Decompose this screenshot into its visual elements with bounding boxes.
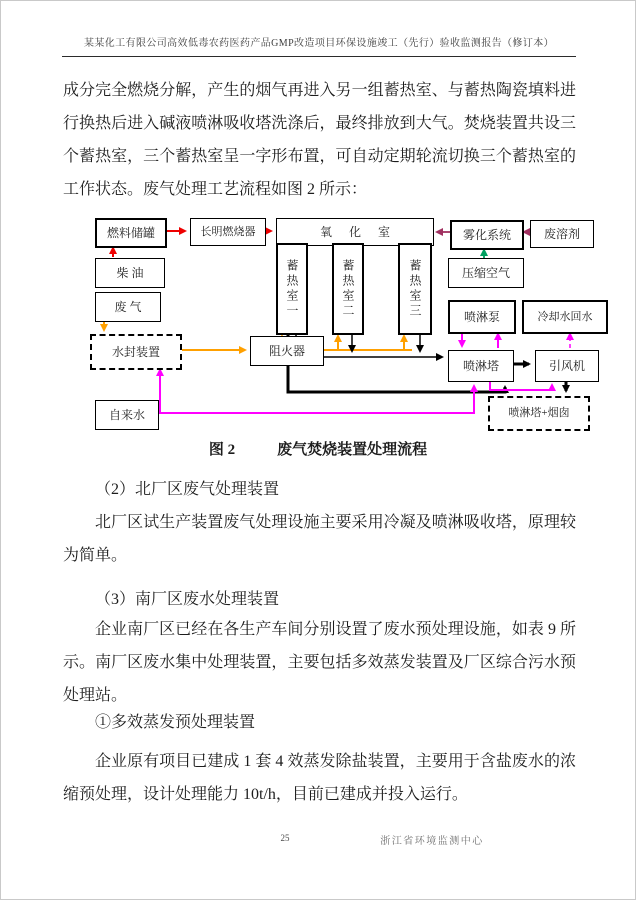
- footer-organization: 浙江省环境监测中心: [380, 836, 484, 847]
- node-oxidation-chamber: [276, 218, 434, 246]
- paragraph-rto-process: 成分完全燃烧分解，产生的烟气再进入另一组蓄热室、与蓄热陶瓷填料进行换热后进入碱液喷淋吸收塔洗涤后，最终排放到大气。焚烧装置共设三个蓄热室，三个蓄热室呈一字形布置，可自动定期轮流切换三个蓄热室的工作状态。废气处理工艺流程如图 2 所示：: [63, 82, 576, 198]
- node-label: 燃料储罐: [106, 226, 155, 240]
- node-tap-water: [95, 400, 159, 430]
- node-atomization-system: [450, 220, 524, 250]
- report-header-title: 某某化工有限公司高效低毒农药医药产品GMP改造项目环保设施竣工（先行）验收监测报告（修订本）: [62, 34, 576, 57]
- node-water-seal: [90, 334, 182, 370]
- paragraph-north-plant-gas: 北厂区试生产装置废气处理设施主要采用冷凝及喷淋吸收塔，原理较为简单。: [63, 514, 576, 564]
- figure-caption: [0, 438, 636, 459]
- node-label: 自来水: [108, 408, 145, 422]
- node-label: 柴 油: [116, 266, 144, 280]
- node-label: 阻火器: [268, 344, 305, 358]
- node-stack: [488, 396, 590, 431]
- pipe-tower-to-fan: [490, 381, 552, 390]
- node-fuel-tank: [95, 218, 167, 248]
- node-label: 冷却水回水: [537, 310, 593, 323]
- figure-caption-title: 废气焚烧装置处理流程: [277, 442, 428, 458]
- node-spray-pump: [448, 300, 516, 334]
- figure-caption-label: 图 2: [208, 442, 236, 458]
- node-cooling-water-return: [522, 300, 608, 334]
- heading-south-plant-wastewater: （3）南厂区废水处理装置: [95, 591, 280, 608]
- node-compressed-air: [448, 258, 524, 288]
- node-flame-arrester: [250, 336, 324, 366]
- node-label: 氧 化 室: [319, 225, 390, 239]
- node-regenerator-1: [276, 243, 308, 335]
- node-label: 废 气: [114, 300, 142, 314]
- node-regenerator-2: [332, 243, 364, 335]
- node-label: 引风机: [548, 359, 585, 373]
- node-label: 长明燃烧器: [200, 225, 256, 238]
- node-label: 废溶剂: [543, 227, 580, 241]
- node-regenerator-3: [398, 243, 432, 335]
- node-waste-gas: [95, 292, 161, 322]
- heading-evaporation-pretreatment: ①多效蒸发预处理装置: [95, 714, 256, 731]
- node-label: 雾化系统: [462, 228, 511, 242]
- node-label: 水封装置: [111, 345, 160, 359]
- node-label: 喷淋泵: [463, 310, 500, 324]
- node-waste-solvent: [530, 220, 594, 248]
- node-label: 蓄热室一: [285, 259, 299, 319]
- paragraph-south-plant-wastewater: 企业南厂区已经在各生产车间分别设置了废水预处理设施，如表 9 所示。南厂区废水集中处理装置，主要包括多效蒸发装置及厂区综合污水预处理站。: [63, 621, 576, 704]
- node-label: 蓄热室三: [408, 259, 422, 319]
- node-label: 喷淋塔: [462, 359, 499, 373]
- node-label: 压缩空气: [461, 266, 510, 280]
- node-spray-tower: [448, 350, 514, 382]
- node-label: 喷淋塔+烟囱: [508, 407, 570, 419]
- node-diesel: [95, 258, 165, 288]
- paragraph-evaporation-pretreatment: 企业原有项目已建成 1 套 4 效蒸发除盐装置，主要用于含盐废水的浓缩预处理，设计处理能力 10t/h，目前已建成并投入运行。: [63, 753, 576, 803]
- node-draft-fan: [535, 350, 599, 382]
- pipe-tapwater-to-tower: [157, 386, 474, 413]
- node-burner: [190, 218, 266, 246]
- page-number: 25: [280, 833, 290, 843]
- node-label: 蓄热室二: [341, 259, 355, 319]
- heading-north-plant-gas: （2）北厂区废气处理装置: [95, 481, 280, 498]
